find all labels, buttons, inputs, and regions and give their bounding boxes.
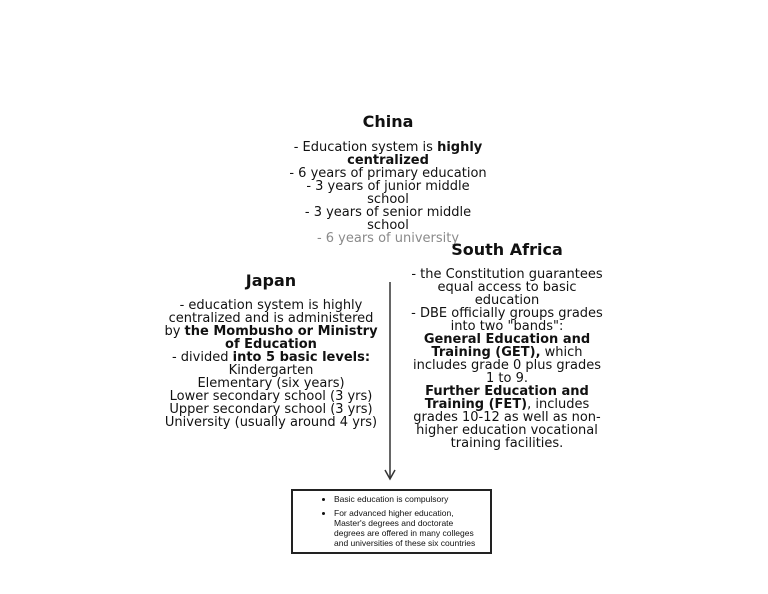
summary-list [301,494,482,548]
south-africa-line: education [474,293,540,308]
japan-title: Japan [245,271,297,290]
south-africa-line: - the Constitution guarantees [411,267,603,282]
japan-line: Kindergarten [228,363,314,378]
china-line: school [367,218,409,233]
china-line: - 6 years of primary education [289,166,487,181]
south-africa-line: includes grade 0 plus grades [413,358,601,373]
south-africa-line: grades 10-12 as well as non- [413,410,601,425]
china-line: centralized [347,153,429,168]
japan-line: - education system is highly [179,298,363,313]
china-line: - 6 years of university [316,231,460,246]
south-africa-line: General Education and [423,332,591,347]
china-line: school [367,192,409,207]
china-title: China [362,112,414,131]
summary-item: • Basic education is compulsory [334,494,482,504]
japan-line: centralized and is administered [168,311,374,326]
japan-line: Lower secondary school (3 yrs) [169,389,373,404]
south-africa-line: into two "bands": [450,319,564,334]
japan-line: Upper secondary school (3 yrs) [169,402,373,417]
china-line: - 3 years of senior middle [304,205,472,220]
south-africa-line: 1 to 9. [486,371,528,386]
japan-line: by the Mombusho or Ministry [164,324,378,339]
south-africa-line: higher education vocational [416,423,598,438]
south-africa-line: training facilities. [450,436,564,451]
south-africa-title: South Africa [451,240,563,259]
china-line: - 3 years of junior middle [306,179,470,194]
south-africa-line: Training (FET), includes [424,397,590,412]
japan-section [155,272,387,429]
south-africa-line: Training (GET), which [431,345,583,360]
japan-line: of Education [225,337,317,352]
south-africa-section [394,241,620,450]
south-africa-line: equal access to basic [437,280,577,295]
japan-line: Elementary (six years) [197,376,345,391]
summary-box [291,489,492,554]
china-line: - Education system is highly [293,140,483,155]
japan-line: - divided into 5 basic levels: [171,350,371,365]
south-africa-line: - DBE officially groups grades [411,306,603,321]
japan-line: University (usually around 4 yrs) [164,415,378,430]
down-arrow-icon [384,282,396,482]
south-africa-line: Further Education and [425,384,589,399]
china-section [270,113,506,245]
summary-item: • For advanced higher education, Master's degrees and doctorate degrees are offered in many colleges and universities of these six countries [334,508,482,548]
